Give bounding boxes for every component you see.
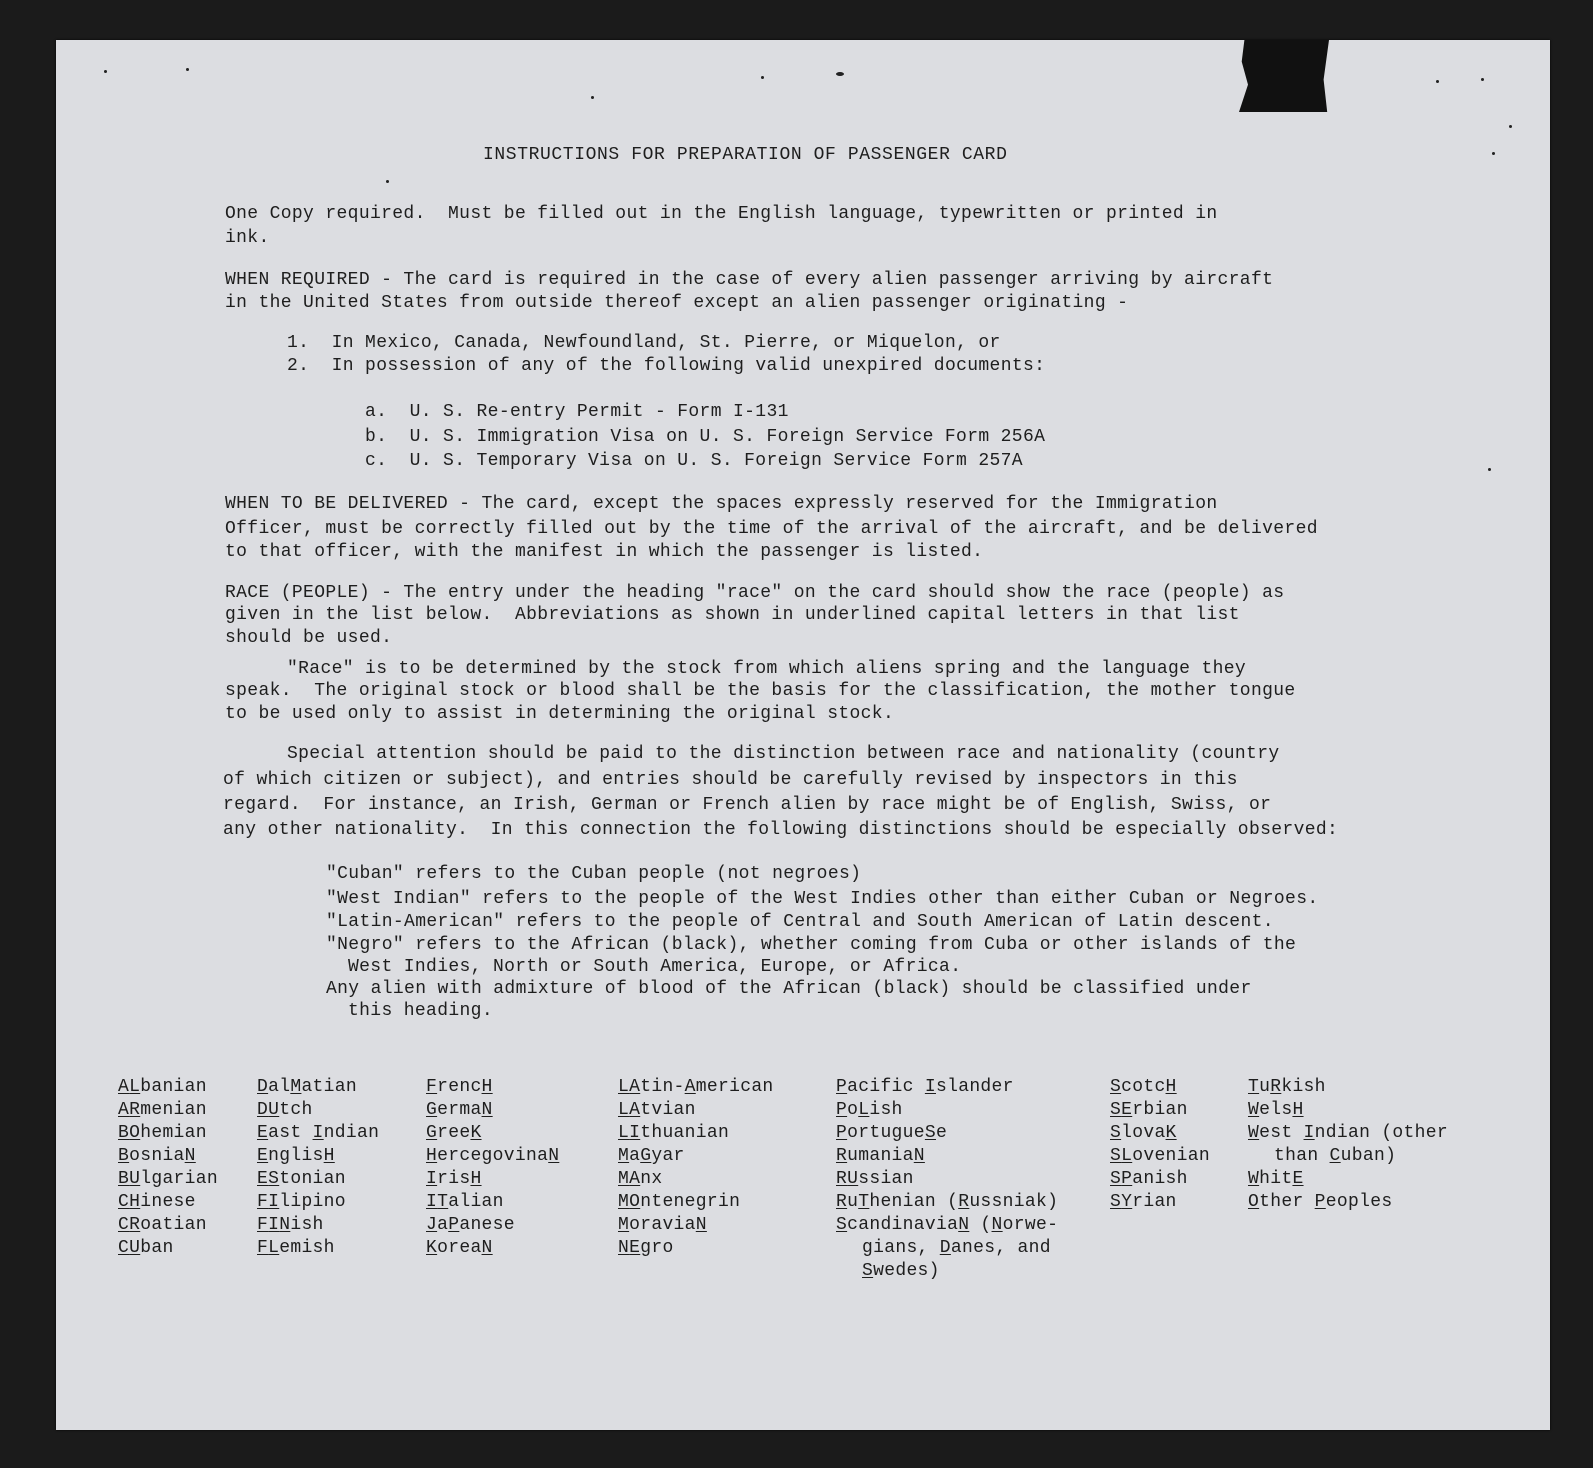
race-item: HercegovinaN [426, 1146, 560, 1166]
text-line: 2. In possession of any of the following valid unexpired documents: [287, 356, 1046, 376]
race-item: RuThenian (Russniak) [836, 1192, 1059, 1212]
race-item: BOhemian [118, 1123, 207, 1143]
text-line: West Indies, North or South America, Europe, or Africa. [348, 957, 962, 977]
race-item: Swedes) [862, 1261, 940, 1281]
text-line: Any alien with admixture of blood of the African (black) should be classified under [326, 979, 1252, 999]
text-line: "West Indian" refers to the people of the West Indies other than either Cuban or Negroes. [326, 889, 1319, 909]
race-item: PoLish [836, 1100, 903, 1120]
race-item: SLovenian [1110, 1146, 1210, 1166]
race-item: CRoatian [118, 1215, 207, 1235]
race-column [1110, 1076, 1210, 1214]
race-item: SPanish [1110, 1169, 1188, 1189]
race-item: WhitE [1248, 1169, 1304, 1189]
race-item: SlovaK [1110, 1123, 1177, 1143]
text-line: ink. [225, 228, 270, 248]
race-item: MaGyar [618, 1146, 685, 1166]
text-line: Officer, must be correctly filled out by the time of the arrival of the aircraft, and be delivered [225, 519, 1318, 539]
race-item: FLemish [257, 1238, 335, 1258]
text-line: any other nationality. In this connection the following distinctions should be especially observed: [223, 820, 1339, 840]
race-item: LAtin-American [618, 1077, 774, 1097]
race-item: gians, Danes, and [862, 1238, 1051, 1258]
text-line: "Race" is to be determined by the stock from which aliens spring and the language they [287, 659, 1247, 679]
race-item: CHinese [118, 1192, 196, 1212]
race-item: CUban [118, 1238, 174, 1258]
race-item: SYrian [1110, 1192, 1177, 1212]
race-item: GermaN [426, 1100, 493, 1120]
text-line: this heading. [348, 1001, 493, 1021]
race-item: TuRkish [1248, 1077, 1326, 1097]
race-item: KoreaN [426, 1238, 493, 1258]
race-item: PortugueSe [836, 1123, 948, 1143]
text-line: in the United States from outside thereof except an alien passenger originating - [225, 293, 1129, 313]
race-column [836, 1076, 1058, 1283]
text-line: RACE (PEOPLE) - The entry under the heading "race" on the card should show the race (people) as [225, 583, 1285, 603]
text-line: WHEN TO BE DELIVERED - The card, except the spaces expressly reserved for the Immigration [225, 494, 1218, 514]
race-item: MoraviaN [618, 1215, 707, 1235]
race-item: EStonian [257, 1169, 346, 1189]
text-line: to that officer, with the manifest in which the passenger is listed. [225, 542, 984, 562]
race-item: GreeK [426, 1123, 482, 1143]
race-item: MAnx [618, 1169, 663, 1189]
race-item: EnglisH [257, 1146, 335, 1166]
race-item: Pacific Islander [836, 1077, 1014, 1097]
race-item: ARmenian [118, 1100, 207, 1120]
race-item: DUtch [257, 1100, 313, 1120]
document-page [56, 40, 1550, 1430]
race-item: East Indian [257, 1123, 380, 1143]
race-column [257, 1076, 379, 1260]
text-line: "Negro" refers to the African (black), whether coming from Cuba or other islands of the [326, 935, 1297, 955]
text-line: "Latin-American" refers to the people of Central and South American of Latin descent. [326, 912, 1274, 932]
text-line: 1. In Mexico, Canada, Newfoundland, St. Pierre, or Miquelon, or [287, 333, 1001, 353]
text-line: WHEN REQUIRED - The card is required in the case of every alien passenger arriving by aircraft [225, 270, 1274, 290]
race-item: RUssian [836, 1169, 914, 1189]
race-column [426, 1076, 559, 1260]
race-item: MOntenegrin [618, 1192, 741, 1212]
text-line: speak. The original stock or blood shall be the basis for the classification, the mother tongue [225, 681, 1296, 701]
text-line: regard. For instance, an Irish, German or French alien by race might be of English, Swiss, or [223, 795, 1272, 815]
race-column [1248, 1076, 1448, 1214]
text-line: One Copy required. Must be filled out in the English language, typewritten or printed in [225, 204, 1218, 224]
text-line: should be used. [225, 628, 393, 648]
race-item: IrisH [426, 1169, 482, 1189]
race-item: ScotcH [1110, 1077, 1177, 1097]
race-item: FrencH [426, 1077, 493, 1097]
race-item: LAtvian [618, 1100, 696, 1120]
race-item: LIthuanian [618, 1123, 730, 1143]
text-line: "Cuban" refers to the Cuban people (not negroes) [326, 864, 862, 884]
race-column [118, 1076, 218, 1260]
race-item: JaPanese [426, 1215, 515, 1235]
text-line: given in the list below. Abbreviations as shown in underlined capital letters in that list [225, 605, 1240, 625]
race-item: West Indian (other [1248, 1123, 1448, 1143]
race-item: Other Peoples [1248, 1192, 1393, 1212]
race-item: DalMatian [257, 1077, 357, 1097]
race-item: ScandinaviaN (Norwe- [836, 1215, 1059, 1235]
race-item: than Cuban) [1274, 1146, 1397, 1166]
race-item: FIlipino [257, 1192, 346, 1212]
race-item: RumaniaN [836, 1146, 925, 1166]
text-line: Special attention should be paid to the distinction between race and nationality (country [287, 744, 1280, 764]
race-item: ALbanian [118, 1077, 207, 1097]
race-item: BosniaN [118, 1146, 196, 1166]
race-item: ITalian [426, 1192, 504, 1212]
text-line: to be used only to assist in determining the original stock. [225, 704, 895, 724]
race-item: WelsH [1248, 1100, 1304, 1120]
race-column [618, 1076, 774, 1260]
torn-corner [1239, 40, 1329, 112]
text-line: a. U. S. Re-entry Permit - Form I-131 [365, 402, 789, 422]
race-item: NEgro [618, 1238, 674, 1258]
document-title: INSTRUCTIONS FOR PREPARATION OF PASSENGER CARD [483, 145, 1008, 165]
text-line: b. U. S. Immigration Visa on U. S. Foreign Service Form 256A [365, 427, 1046, 447]
race-item: FINish [257, 1215, 324, 1235]
text-line: c. U. S. Temporary Visa on U. S. Foreign Service Form 257A [365, 451, 1023, 471]
text-line: of which citizen or subject), and entries should be carefully revised by inspectors in this [223, 770, 1238, 790]
race-item: SErbian [1110, 1100, 1188, 1120]
race-item: BUlgarian [118, 1169, 218, 1189]
